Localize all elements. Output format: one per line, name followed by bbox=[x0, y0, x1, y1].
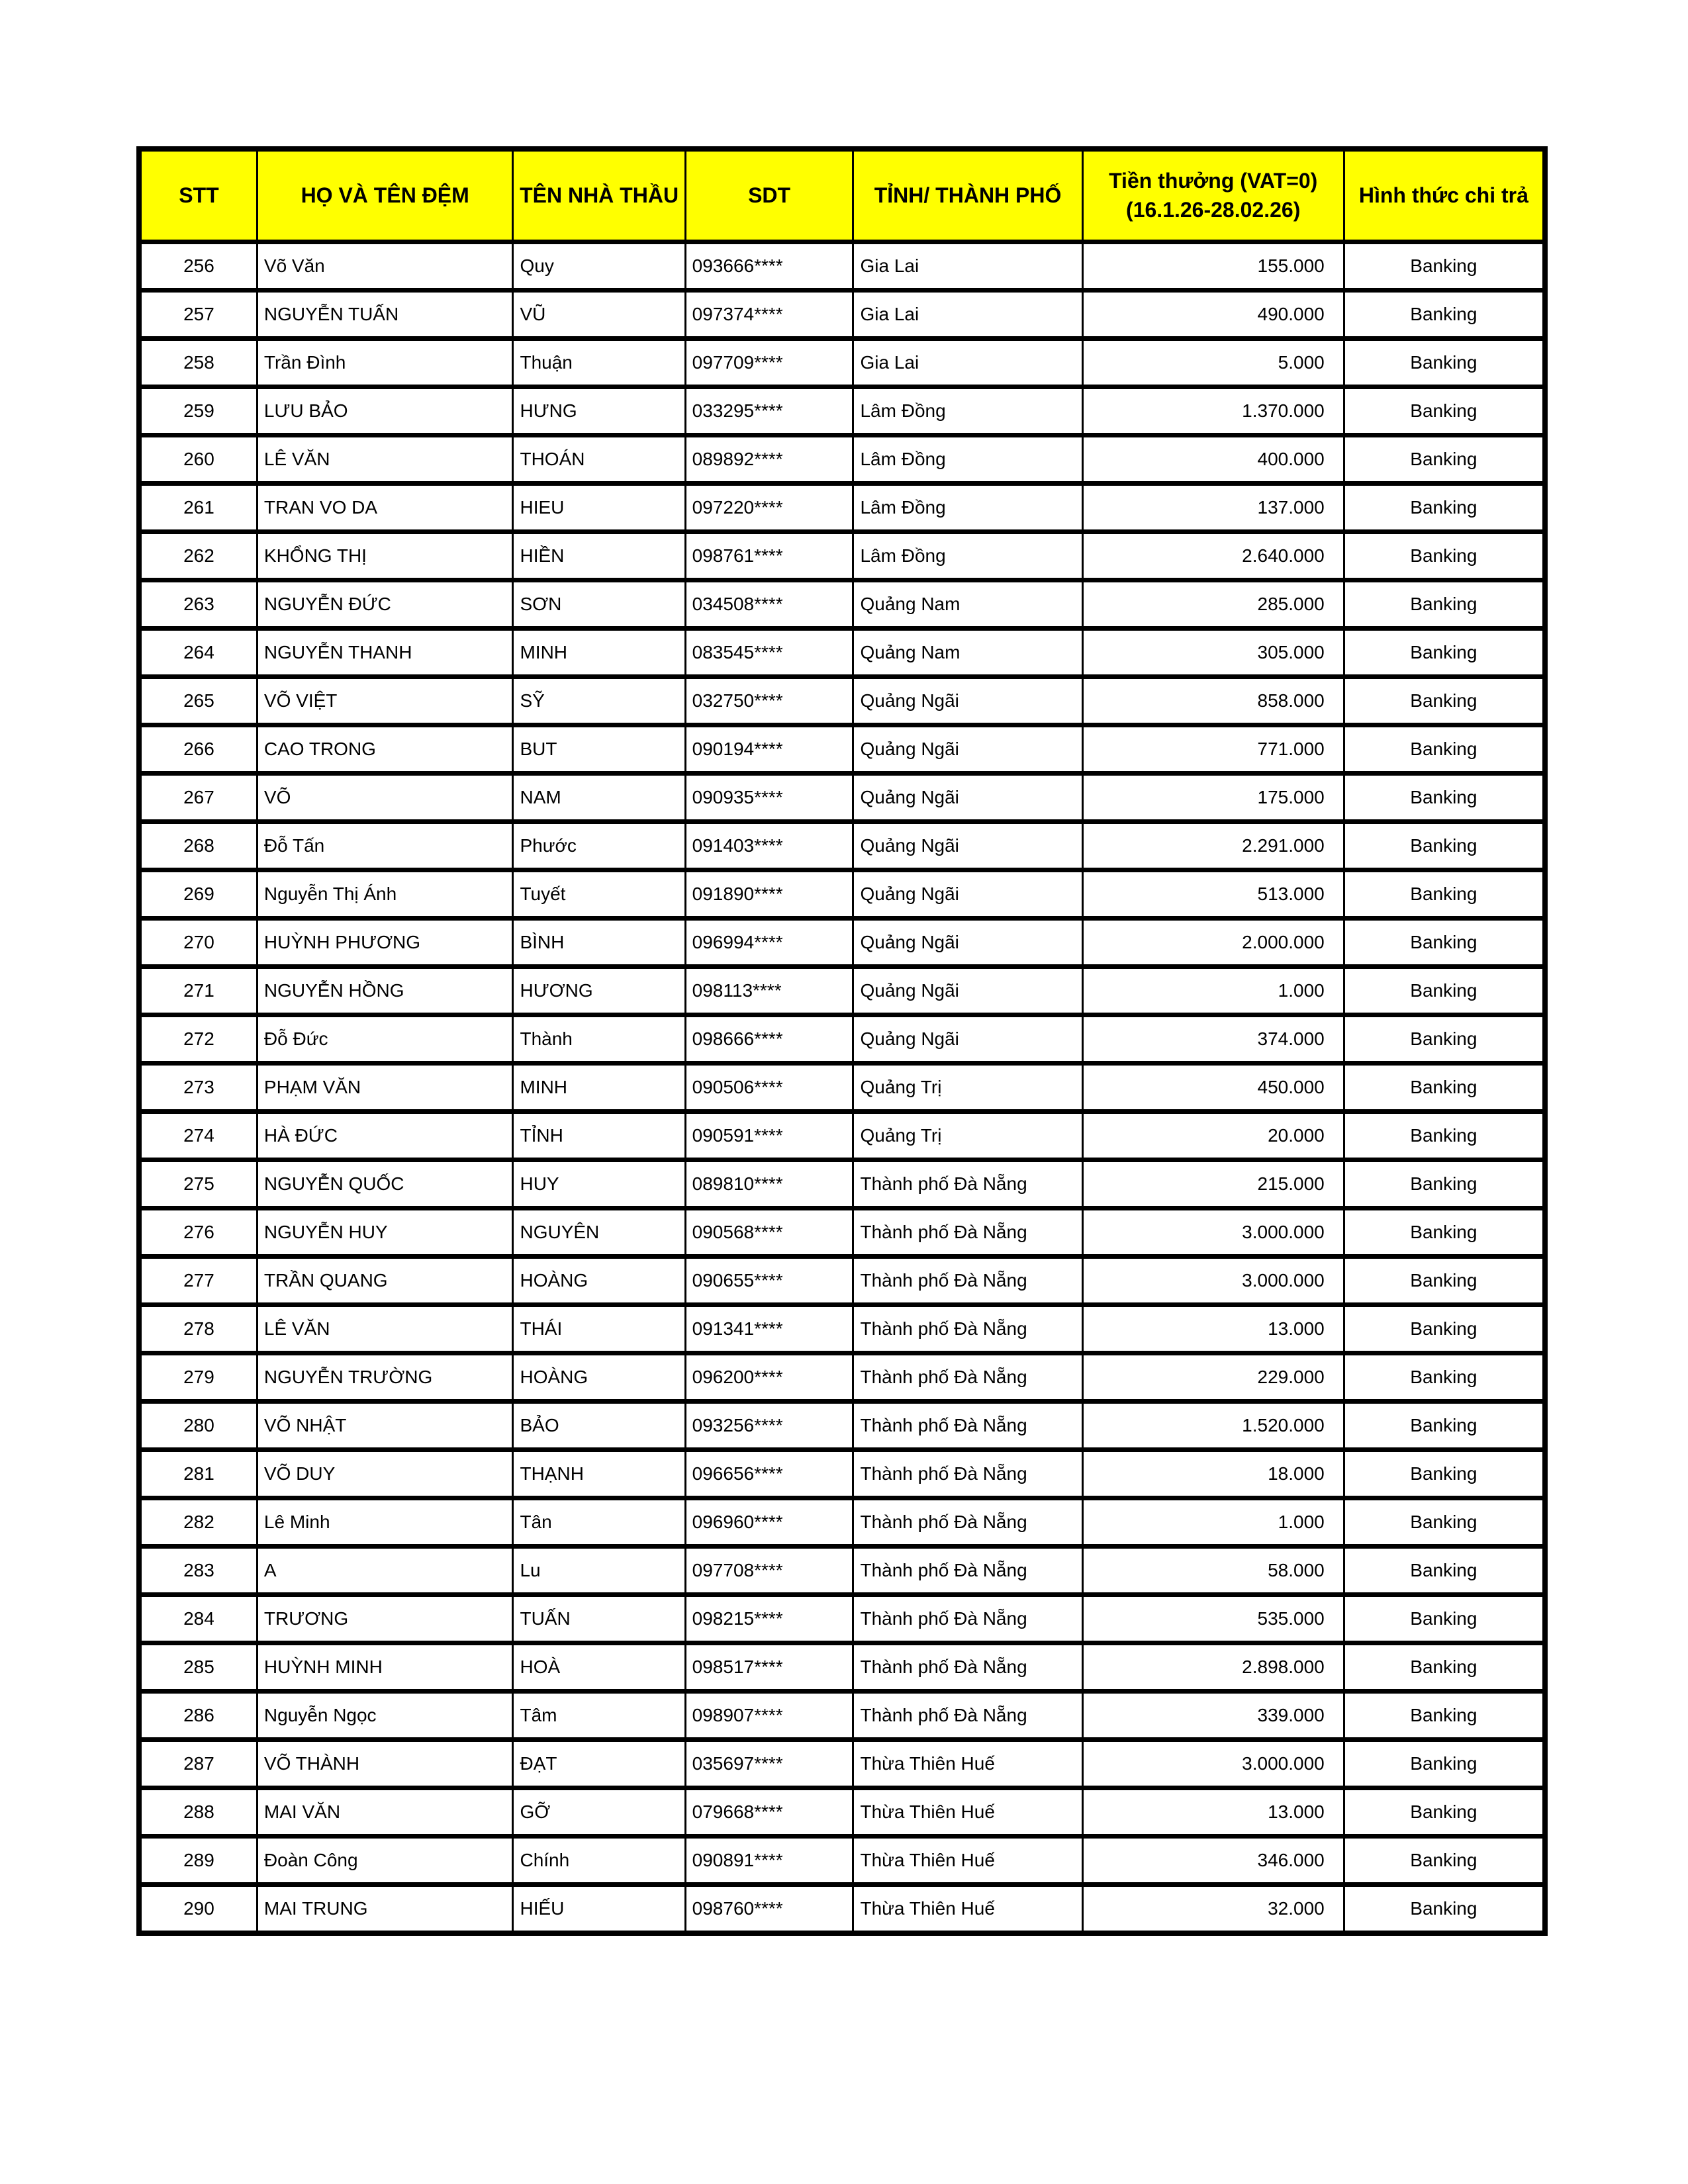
cell-tien-thuong: 285.000 bbox=[1082, 580, 1344, 629]
cell-tien-thuong: 1.000 bbox=[1082, 1498, 1344, 1547]
table-row bbox=[139, 919, 1545, 967]
cell-hinh-thuc-chi-tra: Banking bbox=[1344, 1257, 1545, 1305]
cell-ho-va-ten-dem: NGUYỄN QUỐC bbox=[257, 1160, 513, 1208]
table-row bbox=[139, 1402, 1545, 1450]
cell-stt: 264 bbox=[139, 629, 257, 677]
cell-hinh-thuc-chi-tra: Banking bbox=[1344, 1595, 1545, 1643]
cell-tinh-thanh-pho: Lâm Đồng bbox=[853, 387, 1082, 435]
cell-tinh-thanh-pho: Gia Lai bbox=[853, 339, 1082, 387]
cell-ho-va-ten-dem: Đỗ Tấn bbox=[257, 822, 513, 870]
cell-tien-thuong: 3.000.000 bbox=[1082, 1740, 1344, 1788]
cell-ho-va-ten-dem: TRAN VO DA bbox=[257, 484, 513, 532]
cell-stt: 287 bbox=[139, 1740, 257, 1788]
cell-hinh-thuc-chi-tra: Banking bbox=[1344, 1788, 1545, 1837]
table-row bbox=[139, 1305, 1545, 1353]
cell-hinh-thuc-chi-tra: Banking bbox=[1344, 677, 1545, 725]
cell-ho-va-ten-dem: NGUYỄN THANH bbox=[257, 629, 513, 677]
cell-tien-thuong: 1.370.000 bbox=[1082, 387, 1344, 435]
cell-tien-thuong: 229.000 bbox=[1082, 1353, 1344, 1402]
table-row bbox=[139, 677, 1545, 725]
table-row bbox=[139, 1788, 1545, 1837]
cell-tinh-thanh-pho: Thành phố Đà Nẵng bbox=[853, 1450, 1082, 1498]
col-header-tien-thuong-line1: Tiền thưởng (VAT=0) bbox=[1109, 169, 1318, 193]
cell-ho-va-ten-dem: MAI VĂN bbox=[257, 1788, 513, 1837]
cell-tien-thuong: 13.000 bbox=[1082, 1305, 1344, 1353]
table-row bbox=[139, 1740, 1545, 1788]
cell-sdt: 034508**** bbox=[685, 580, 853, 629]
cell-ho-va-ten-dem: Nguyễn Ngọc bbox=[257, 1692, 513, 1740]
cell-ho-va-ten-dem: PHẠM VĂN bbox=[257, 1064, 513, 1112]
cell-ho-va-ten-dem: NGUYỄN HỒNG bbox=[257, 967, 513, 1015]
cell-tien-thuong: 13.000 bbox=[1082, 1788, 1344, 1837]
cell-ten-nha-thau: Tân bbox=[513, 1498, 685, 1547]
cell-ten-nha-thau: Thành bbox=[513, 1015, 685, 1064]
col-header-tien-thuong bbox=[1082, 149, 1344, 242]
cell-tinh-thanh-pho: Quảng Ngãi bbox=[853, 967, 1082, 1015]
cell-ten-nha-thau: Tâm bbox=[513, 1692, 685, 1740]
cell-tien-thuong: 305.000 bbox=[1082, 629, 1344, 677]
cell-sdt: 091341**** bbox=[685, 1305, 853, 1353]
table-body bbox=[139, 242, 1545, 1934]
cell-hinh-thuc-chi-tra: Banking bbox=[1344, 629, 1545, 677]
cell-hinh-thuc-chi-tra: Banking bbox=[1344, 1353, 1545, 1402]
cell-ho-va-ten-dem: LƯU BẢO bbox=[257, 387, 513, 435]
cell-stt: 278 bbox=[139, 1305, 257, 1353]
cell-hinh-thuc-chi-tra: Banking bbox=[1344, 1015, 1545, 1064]
cell-stt: 268 bbox=[139, 822, 257, 870]
cell-tien-thuong: 2.291.000 bbox=[1082, 822, 1344, 870]
cell-tinh-thanh-pho: Gia Lai bbox=[853, 242, 1082, 291]
table-row bbox=[139, 435, 1545, 484]
cell-tien-thuong: 1.520.000 bbox=[1082, 1402, 1344, 1450]
cell-tien-thuong: 32.000 bbox=[1082, 1885, 1344, 1934]
col-header-stt: STT bbox=[139, 149, 257, 242]
cell-stt: 280 bbox=[139, 1402, 257, 1450]
cell-tinh-thanh-pho: Quảng Ngãi bbox=[853, 870, 1082, 919]
cell-tien-thuong: 1.000 bbox=[1082, 967, 1344, 1015]
cell-ten-nha-thau: HIEU bbox=[513, 484, 685, 532]
cell-ten-nha-thau: VŨ bbox=[513, 291, 685, 339]
cell-hinh-thuc-chi-tra: Banking bbox=[1344, 339, 1545, 387]
cell-tien-thuong: 450.000 bbox=[1082, 1064, 1344, 1112]
cell-sdt: 098907**** bbox=[685, 1692, 853, 1740]
cell-ten-nha-thau: HOÀ bbox=[513, 1643, 685, 1692]
cell-stt: 276 bbox=[139, 1208, 257, 1257]
cell-ho-va-ten-dem: Trần Đình bbox=[257, 339, 513, 387]
cell-sdt: 096960**** bbox=[685, 1498, 853, 1547]
table-row bbox=[139, 1160, 1545, 1208]
cell-ten-nha-thau: HƯƠNG bbox=[513, 967, 685, 1015]
cell-sdt: 035697**** bbox=[685, 1740, 853, 1788]
cell-hinh-thuc-chi-tra: Banking bbox=[1344, 1402, 1545, 1450]
cell-tien-thuong: 513.000 bbox=[1082, 870, 1344, 919]
cell-hinh-thuc-chi-tra: Banking bbox=[1344, 484, 1545, 532]
cell-ho-va-ten-dem: Võ Văn bbox=[257, 242, 513, 291]
cell-stt: 269 bbox=[139, 870, 257, 919]
cell-tien-thuong: 2.000.000 bbox=[1082, 919, 1344, 967]
cell-stt: 279 bbox=[139, 1353, 257, 1402]
cell-hinh-thuc-chi-tra: Banking bbox=[1344, 822, 1545, 870]
cell-tinh-thanh-pho: Thành phố Đà Nẵng bbox=[853, 1257, 1082, 1305]
cell-sdt: 097220**** bbox=[685, 484, 853, 532]
cell-ten-nha-thau: TỈNH bbox=[513, 1112, 685, 1160]
cell-stt: 273 bbox=[139, 1064, 257, 1112]
cell-ho-va-ten-dem: HUỲNH PHƯƠNG bbox=[257, 919, 513, 967]
cell-stt: 267 bbox=[139, 774, 257, 822]
cell-sdt: 083545**** bbox=[685, 629, 853, 677]
cell-ten-nha-thau: Lu bbox=[513, 1547, 685, 1595]
table-row bbox=[139, 629, 1545, 677]
cell-ten-nha-thau: HƯNG bbox=[513, 387, 685, 435]
col-header-tinh-thanh-pho: TỈNH/ THÀNH PHỐ bbox=[853, 149, 1082, 242]
cell-ho-va-ten-dem: TRƯƠNG bbox=[257, 1595, 513, 1643]
cell-tinh-thanh-pho: Thành phố Đà Nẵng bbox=[853, 1692, 1082, 1740]
cell-hinh-thuc-chi-tra: Banking bbox=[1344, 580, 1545, 629]
cell-hinh-thuc-chi-tra: Banking bbox=[1344, 1547, 1545, 1595]
cell-ten-nha-thau: ĐẠT bbox=[513, 1740, 685, 1788]
cell-ho-va-ten-dem: NGUYỄN TUẤN bbox=[257, 291, 513, 339]
table-row bbox=[139, 1547, 1545, 1595]
table-row bbox=[139, 1353, 1545, 1402]
table-row bbox=[139, 1885, 1545, 1934]
cell-stt: 263 bbox=[139, 580, 257, 629]
cell-ten-nha-thau: GỠ bbox=[513, 1788, 685, 1837]
cell-tien-thuong: 3.000.000 bbox=[1082, 1208, 1344, 1257]
cell-tinh-thanh-pho: Quảng Trị bbox=[853, 1064, 1082, 1112]
cell-ho-va-ten-dem: VÕ THÀNH bbox=[257, 1740, 513, 1788]
cell-stt: 282 bbox=[139, 1498, 257, 1547]
cell-tien-thuong: 490.000 bbox=[1082, 291, 1344, 339]
cell-ten-nha-thau: MINH bbox=[513, 629, 685, 677]
cell-sdt: 093666**** bbox=[685, 242, 853, 291]
cell-hinh-thuc-chi-tra: Banking bbox=[1344, 1112, 1545, 1160]
cell-ho-va-ten-dem: MAI TRUNG bbox=[257, 1885, 513, 1934]
cell-tien-thuong: 5.000 bbox=[1082, 339, 1344, 387]
cell-ten-nha-thau: MINH bbox=[513, 1064, 685, 1112]
cell-tien-thuong: 3.000.000 bbox=[1082, 1257, 1344, 1305]
cell-sdt: 090568**** bbox=[685, 1208, 853, 1257]
table-row bbox=[139, 1595, 1545, 1643]
cell-sdt: 098666**** bbox=[685, 1015, 853, 1064]
cell-ho-va-ten-dem: HÀ ĐỨC bbox=[257, 1112, 513, 1160]
cell-hinh-thuc-chi-tra: Banking bbox=[1344, 1498, 1545, 1547]
cell-ho-va-ten-dem: LÊ VĂN bbox=[257, 1305, 513, 1353]
cell-tien-thuong: 858.000 bbox=[1082, 677, 1344, 725]
table-row bbox=[139, 1208, 1545, 1257]
cell-stt: 257 bbox=[139, 291, 257, 339]
cell-tinh-thanh-pho: Gia Lai bbox=[853, 291, 1082, 339]
cell-tien-thuong: 18.000 bbox=[1082, 1450, 1344, 1498]
cell-hinh-thuc-chi-tra: Banking bbox=[1344, 1160, 1545, 1208]
table-row bbox=[139, 339, 1545, 387]
cell-tien-thuong: 374.000 bbox=[1082, 1015, 1344, 1064]
table-header-row bbox=[139, 149, 1545, 242]
cell-stt: 262 bbox=[139, 532, 257, 580]
cell-ho-va-ten-dem: Nguyễn Thị Ánh bbox=[257, 870, 513, 919]
cell-tien-thuong: 58.000 bbox=[1082, 1547, 1344, 1595]
cell-tinh-thanh-pho: Thành phố Đà Nẵng bbox=[853, 1643, 1082, 1692]
cell-tinh-thanh-pho: Thành phố Đà Nẵng bbox=[853, 1305, 1082, 1353]
table-row bbox=[139, 1837, 1545, 1885]
cell-ho-va-ten-dem: KHỔNG THỊ bbox=[257, 532, 513, 580]
cell-tinh-thanh-pho: Quảng Nam bbox=[853, 629, 1082, 677]
col-header-ten-nha-thau: TÊN NHÀ THẦU bbox=[513, 149, 685, 242]
cell-stt: 272 bbox=[139, 1015, 257, 1064]
table-row bbox=[139, 580, 1545, 629]
cell-hinh-thuc-chi-tra: Banking bbox=[1344, 1740, 1545, 1788]
cell-ten-nha-thau: NGUYÊN bbox=[513, 1208, 685, 1257]
cell-ho-va-ten-dem: NGUYỄN HUY bbox=[257, 1208, 513, 1257]
cell-sdt: 090935**** bbox=[685, 774, 853, 822]
cell-ho-va-ten-dem: CAO TRONG bbox=[257, 725, 513, 774]
cell-tien-thuong: 175.000 bbox=[1082, 774, 1344, 822]
cell-hinh-thuc-chi-tra: Banking bbox=[1344, 1837, 1545, 1885]
table-row bbox=[139, 725, 1545, 774]
cell-ten-nha-thau: THẠNH bbox=[513, 1450, 685, 1498]
cell-stt: 270 bbox=[139, 919, 257, 967]
cell-tinh-thanh-pho: Thừa Thiên Huế bbox=[853, 1885, 1082, 1934]
cell-ho-va-ten-dem: NGUYỄN ĐỨC bbox=[257, 580, 513, 629]
cell-sdt: 090891**** bbox=[685, 1837, 853, 1885]
cell-sdt: 098215**** bbox=[685, 1595, 853, 1643]
cell-ten-nha-thau: HIỀN bbox=[513, 532, 685, 580]
cell-tinh-thanh-pho: Quảng Trị bbox=[853, 1112, 1082, 1160]
cell-ten-nha-thau: BÌNH bbox=[513, 919, 685, 967]
cell-stt: 265 bbox=[139, 677, 257, 725]
col-header-sdt: SDT bbox=[685, 149, 853, 242]
cell-ten-nha-thau: HIẾU bbox=[513, 1885, 685, 1934]
cell-sdt: 089810**** bbox=[685, 1160, 853, 1208]
cell-tinh-thanh-pho: Thừa Thiên Huế bbox=[853, 1788, 1082, 1837]
cell-hinh-thuc-chi-tra: Banking bbox=[1344, 1208, 1545, 1257]
cell-sdt: 032750**** bbox=[685, 677, 853, 725]
table-row bbox=[139, 532, 1545, 580]
cell-tinh-thanh-pho: Thành phố Đà Nẵng bbox=[853, 1208, 1082, 1257]
cell-stt: 288 bbox=[139, 1788, 257, 1837]
table-row bbox=[139, 1498, 1545, 1547]
cell-ten-nha-thau: HOÀNG bbox=[513, 1353, 685, 1402]
cell-ho-va-ten-dem: A bbox=[257, 1547, 513, 1595]
rewards-table bbox=[136, 146, 1548, 1936]
cell-sdt: 098761**** bbox=[685, 532, 853, 580]
table-row bbox=[139, 774, 1545, 822]
cell-ten-nha-thau: HUY bbox=[513, 1160, 685, 1208]
cell-hinh-thuc-chi-tra: Banking bbox=[1344, 1885, 1545, 1934]
cell-ten-nha-thau: Phước bbox=[513, 822, 685, 870]
table-row bbox=[139, 1643, 1545, 1692]
cell-hinh-thuc-chi-tra: Banking bbox=[1344, 774, 1545, 822]
table-row bbox=[139, 1112, 1545, 1160]
table-row bbox=[139, 1257, 1545, 1305]
cell-sdt: 097374**** bbox=[685, 291, 853, 339]
cell-stt: 258 bbox=[139, 339, 257, 387]
cell-sdt: 091403**** bbox=[685, 822, 853, 870]
cell-stt: 284 bbox=[139, 1595, 257, 1643]
cell-sdt: 091890**** bbox=[685, 870, 853, 919]
cell-stt: 289 bbox=[139, 1837, 257, 1885]
cell-ten-nha-thau: HOÀNG bbox=[513, 1257, 685, 1305]
cell-tien-thuong: 771.000 bbox=[1082, 725, 1344, 774]
cell-tinh-thanh-pho: Thành phố Đà Nẵng bbox=[853, 1595, 1082, 1643]
col-header-tien-thuong-line2: (16.1.26-28.02.26) bbox=[1126, 197, 1301, 222]
cell-sdt: 089892**** bbox=[685, 435, 853, 484]
cell-tien-thuong: 2.640.000 bbox=[1082, 532, 1344, 580]
cell-hinh-thuc-chi-tra: Banking bbox=[1344, 532, 1545, 580]
cell-hinh-thuc-chi-tra: Banking bbox=[1344, 1064, 1545, 1112]
cell-tinh-thanh-pho: Quảng Ngãi bbox=[853, 919, 1082, 967]
cell-hinh-thuc-chi-tra: Banking bbox=[1344, 1692, 1545, 1740]
cell-ten-nha-thau: BUT bbox=[513, 725, 685, 774]
cell-tien-thuong: 2.898.000 bbox=[1082, 1643, 1344, 1692]
table-row bbox=[139, 1064, 1545, 1112]
cell-tinh-thanh-pho: Thành phố Đà Nẵng bbox=[853, 1547, 1082, 1595]
cell-tien-thuong: 346.000 bbox=[1082, 1837, 1344, 1885]
col-header-ho-va-ten-dem: HỌ VÀ TÊN ĐỆM bbox=[257, 149, 513, 242]
cell-sdt: 033295**** bbox=[685, 387, 853, 435]
cell-stt: 259 bbox=[139, 387, 257, 435]
cell-sdt: 097709**** bbox=[685, 339, 853, 387]
table-row bbox=[139, 967, 1545, 1015]
cell-stt: 275 bbox=[139, 1160, 257, 1208]
cell-ten-nha-thau: SỸ bbox=[513, 677, 685, 725]
cell-stt: 281 bbox=[139, 1450, 257, 1498]
cell-tien-thuong: 400.000 bbox=[1082, 435, 1344, 484]
cell-stt: 256 bbox=[139, 242, 257, 291]
cell-tinh-thanh-pho: Thừa Thiên Huế bbox=[853, 1837, 1082, 1885]
cell-sdt: 097708**** bbox=[685, 1547, 853, 1595]
cell-sdt: 096656**** bbox=[685, 1450, 853, 1498]
cell-sdt: 096200**** bbox=[685, 1353, 853, 1402]
cell-stt: 283 bbox=[139, 1547, 257, 1595]
cell-ten-nha-thau: BẢO bbox=[513, 1402, 685, 1450]
cell-sdt: 079668**** bbox=[685, 1788, 853, 1837]
cell-tinh-thanh-pho: Quảng Ngãi bbox=[853, 1015, 1082, 1064]
cell-ten-nha-thau: Chính bbox=[513, 1837, 685, 1885]
cell-stt: 261 bbox=[139, 484, 257, 532]
table-row bbox=[139, 484, 1545, 532]
cell-hinh-thuc-chi-tra: Banking bbox=[1344, 1643, 1545, 1692]
table-row bbox=[139, 822, 1545, 870]
cell-hinh-thuc-chi-tra: Banking bbox=[1344, 291, 1545, 339]
table-row bbox=[139, 1450, 1545, 1498]
cell-ho-va-ten-dem: TRẦN QUANG bbox=[257, 1257, 513, 1305]
table-row bbox=[139, 870, 1545, 919]
cell-ho-va-ten-dem: NGUYỄN TRƯỜNG bbox=[257, 1353, 513, 1402]
cell-ten-nha-thau: THOÁN bbox=[513, 435, 685, 484]
cell-ho-va-ten-dem: Lê Minh bbox=[257, 1498, 513, 1547]
cell-sdt: 090506**** bbox=[685, 1064, 853, 1112]
cell-tinh-thanh-pho: Lâm Đồng bbox=[853, 435, 1082, 484]
cell-tien-thuong: 20.000 bbox=[1082, 1112, 1344, 1160]
cell-stt: 277 bbox=[139, 1257, 257, 1305]
cell-hinh-thuc-chi-tra: Banking bbox=[1344, 435, 1545, 484]
cell-hinh-thuc-chi-tra: Banking bbox=[1344, 387, 1545, 435]
cell-tinh-thanh-pho: Quảng Ngãi bbox=[853, 822, 1082, 870]
cell-tien-thuong: 535.000 bbox=[1082, 1595, 1344, 1643]
cell-ho-va-ten-dem: VÕ VIỆT bbox=[257, 677, 513, 725]
cell-tinh-thanh-pho: Quảng Ngãi bbox=[853, 774, 1082, 822]
cell-stt: 271 bbox=[139, 967, 257, 1015]
cell-stt: 286 bbox=[139, 1692, 257, 1740]
cell-sdt: 090194**** bbox=[685, 725, 853, 774]
cell-tinh-thanh-pho: Quảng Nam bbox=[853, 580, 1082, 629]
cell-hinh-thuc-chi-tra: Banking bbox=[1344, 919, 1545, 967]
cell-tien-thuong: 339.000 bbox=[1082, 1692, 1344, 1740]
cell-ten-nha-thau: Tuyết bbox=[513, 870, 685, 919]
cell-sdt: 096994**** bbox=[685, 919, 853, 967]
cell-ho-va-ten-dem: VÕ DUY bbox=[257, 1450, 513, 1498]
cell-tinh-thanh-pho: Quảng Ngãi bbox=[853, 677, 1082, 725]
cell-stt: 274 bbox=[139, 1112, 257, 1160]
cell-sdt: 090655**** bbox=[685, 1257, 853, 1305]
table-row bbox=[139, 1015, 1545, 1064]
cell-tien-thuong: 155.000 bbox=[1082, 242, 1344, 291]
cell-hinh-thuc-chi-tra: Banking bbox=[1344, 967, 1545, 1015]
cell-ho-va-ten-dem: VÕ bbox=[257, 774, 513, 822]
cell-tinh-thanh-pho: Thành phố Đà Nẵng bbox=[853, 1160, 1082, 1208]
cell-hinh-thuc-chi-tra: Banking bbox=[1344, 242, 1545, 291]
cell-ten-nha-thau: Quy bbox=[513, 242, 685, 291]
cell-hinh-thuc-chi-tra: Banking bbox=[1344, 725, 1545, 774]
cell-hinh-thuc-chi-tra: Banking bbox=[1344, 870, 1545, 919]
cell-sdt: 098517**** bbox=[685, 1643, 853, 1692]
cell-ho-va-ten-dem: Đỗ Đức bbox=[257, 1015, 513, 1064]
cell-ten-nha-thau: TUẤN bbox=[513, 1595, 685, 1643]
cell-tinh-thanh-pho: Thừa Thiên Huế bbox=[853, 1740, 1082, 1788]
cell-tinh-thanh-pho: Thành phố Đà Nẵng bbox=[853, 1402, 1082, 1450]
cell-sdt: 098113**** bbox=[685, 967, 853, 1015]
cell-ten-nha-thau: SƠN bbox=[513, 580, 685, 629]
cell-hinh-thuc-chi-tra: Banking bbox=[1344, 1450, 1545, 1498]
table-row bbox=[139, 291, 1545, 339]
cell-tien-thuong: 137.000 bbox=[1082, 484, 1344, 532]
cell-hinh-thuc-chi-tra: Banking bbox=[1344, 1305, 1545, 1353]
cell-tinh-thanh-pho: Lâm Đồng bbox=[853, 532, 1082, 580]
cell-sdt: 098760**** bbox=[685, 1885, 853, 1934]
cell-tinh-thanh-pho: Quảng Ngãi bbox=[853, 725, 1082, 774]
cell-ten-nha-thau: THÁI bbox=[513, 1305, 685, 1353]
cell-sdt: 090591**** bbox=[685, 1112, 853, 1160]
col-header-hinh-thuc-chi-tra: Hình thức chi trả bbox=[1344, 149, 1545, 242]
table-row bbox=[139, 387, 1545, 435]
cell-tinh-thanh-pho: Thành phố Đà Nẵng bbox=[853, 1353, 1082, 1402]
cell-ten-nha-thau: Thuận bbox=[513, 339, 685, 387]
cell-stt: 285 bbox=[139, 1643, 257, 1692]
cell-ho-va-ten-dem: HUỲNH MINH bbox=[257, 1643, 513, 1692]
cell-stt: 266 bbox=[139, 725, 257, 774]
cell-ho-va-ten-dem: VÕ NHẬT bbox=[257, 1402, 513, 1450]
cell-ten-nha-thau: NAM bbox=[513, 774, 685, 822]
cell-tinh-thanh-pho: Thành phố Đà Nẵng bbox=[853, 1498, 1082, 1547]
cell-ho-va-ten-dem: LÊ VĂN bbox=[257, 435, 513, 484]
cell-stt: 290 bbox=[139, 1885, 257, 1934]
table-row bbox=[139, 242, 1545, 291]
cell-sdt: 093256**** bbox=[685, 1402, 853, 1450]
cell-ho-va-ten-dem: Đoàn Công bbox=[257, 1837, 513, 1885]
cell-tien-thuong: 215.000 bbox=[1082, 1160, 1344, 1208]
cell-tinh-thanh-pho: Lâm Đồng bbox=[853, 484, 1082, 532]
cell-stt: 260 bbox=[139, 435, 257, 484]
table-row bbox=[139, 1692, 1545, 1740]
